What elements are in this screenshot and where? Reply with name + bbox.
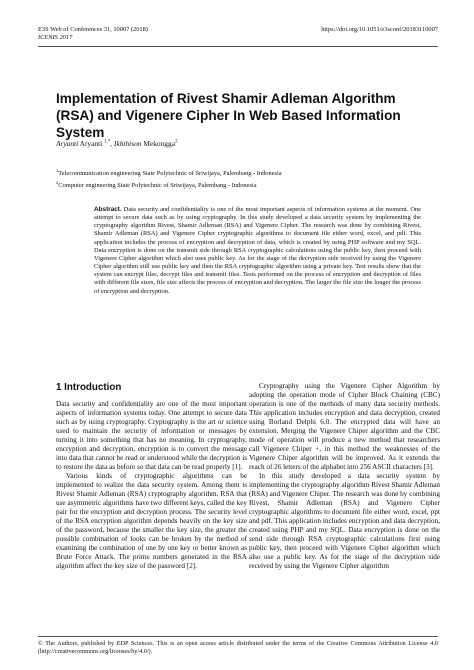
- author-separator: ,: [110, 139, 114, 148]
- abstract-text: Data security and confidentiality is one of the most important aspects of information systems at the moment. One attempt to secure data such as by using cryptography. In this study developed a data security system by implementing the cryptography algorithm Rivest, Shamir Adleman (RSA) and Vigenere Cipher. The research was done by combining Rivest, Shamir Adleman (RSA) and Vigenere Cipher cryptographic algorithms to document file either word, excel, and pdf. This application includes the process of encryption and decryption of data, which is created by using PHP software and my SQL. Data encryption is done on the transmit side through RSA cryptographic calculations using the public key, then proceed with Vigenere Cipher algorithm which also uses public key. As for the stage of the decryption side received by using the Vigenere Cipher algorithm still use public key and then the RSA cryptographic algorithm using a private key. Test results show that the system can encrypt files, decrypt files and transmit files. Tests performed on the process of encryption and decryption of files with different file sizes, file size affects the process of encryption and decryption. The larger the file size the longer the process of encryption and decryption.: [94, 206, 421, 295]
- abstract-label: Abstract.: [94, 206, 122, 213]
- left-column: [56, 382, 247, 571]
- footer-rule: [38, 636, 438, 637]
- doi-link[interactable]: https://doi.org/10.1051/e3sconf/20183110007: [321, 26, 438, 33]
- author-1-mark: 1,*: [104, 139, 111, 145]
- running-header: [38, 26, 148, 42]
- right-column: [249, 382, 440, 571]
- intro-paragraph-3: Cryptography using the Vigenere Cipher Algorithm by adopting the operation mode of Cipher Block Chaining (CBC) operation is one of the methods of many data security methods. This application includes encryption and data decryption, created using Borland Delphi 6.0. The encrypted data will have an extension. Merging the Vigenere Chiper algorithm and the CBC mode of operation will produce a new method that researchers call Vigenere Chiper +, in this method the weaknesses of the Vigenere Chiper algorithm will be improved. As it extends the reach of 26 letters of the alphabet into 256 ASCII characters [3].: [249, 382, 440, 471]
- header-rule: [38, 46, 438, 47]
- affiliation-1: [56, 167, 282, 179]
- license-footer: © The Authors, published by EDP Sciences. This is an open access article distributed under the terms of the Creative Commons Attribution License 4.0 (http://creativecommons.org/licenses/by/4.0/).: [38, 640, 438, 655]
- author-2-mark: 2: [174, 139, 178, 145]
- affiliation-2-text: Computer engineering State Polytechnic of Sriwijaya, Palembang - Indonesia: [58, 181, 257, 189]
- intro-paragraph-4: In this study developed a data security system by implementing the cryptography algorithm Rivest Shamir Adleman (RSA) and Vigenere Chiper. The research was done by combining Rivest, Shamir Adleman (RSA) and Vigenere Cipher cryptographic algorithms to document file either word, excel, ppt and pdf. This application includes encryption and data decryption, created using PHP and my SQL. Data encryption is done on the send side through RSA cryptographic calculations first using public key, then proceed with Vigenere Cipher algorithm which also use a public key. As for the stage of the decryption side received by using the Vigenere Cipher algorithm: [249, 472, 440, 570]
- section-heading: 1 Introduction: [56, 382, 122, 393]
- author-1-last: Aryanti: [78, 139, 105, 148]
- paper-title: Implementation of Rivest Shamir Adleman Algorithm (RSA) and Vigenere Cipher In Web Based Information System: [56, 91, 401, 140]
- intro-paragraph-2: Various kinds of cryptographic algorithms can be implemented to realize the data security system. Among them is Rivest Shamir Adleman (RSA) cryptography algorithm. RSA that use asymmetric algorithms have two different keys, called the key pair for the encryption and decryption process. The security level of the RSA encryption algorithm depends heavily on the key size of the password, because the smaller the key size, the greater the possible combination of looks can be broken by the method of examining the combination of one by one key or better known as Brute Force Attack. The prime numbers generated in the RSA algorithm affect the key size of the password [2].: [56, 472, 247, 570]
- conference-name: ICENIS 2017: [38, 34, 73, 42]
- affiliation-1-mark: 1: [56, 168, 59, 173]
- journal-line: E3S Web of Conferences 31, 10007 (2018): [38, 26, 148, 33]
- author-2-first: Ikhthison: [114, 139, 142, 148]
- affiliation-1-text: Telecommunication engineering State Polytechnic of Sriwijaya, Palembang - Indonesia: [58, 170, 282, 178]
- affiliation-2-mark: 2: [56, 179, 59, 185]
- author-list: [56, 139, 177, 148]
- author-2-last: Mekongga: [141, 139, 175, 148]
- affiliation-2: [56, 179, 282, 191]
- intro-paragraph-1: Data security and confidentiality are one of the most important aspects of information systems today. One attempt to secure data such as by using cryptography. Cryptography is the art or science used to maintain the security of information or messages by turning it into something that has no meaning. In cryptography, encryption and decryption, encryption is to convert the message into data that cannot be read or understood while the decryption is to restore the data as before so that data can be read properly [1].: [56, 400, 247, 471]
- author-1-first: Aryanti: [56, 139, 79, 148]
- abstract: [94, 206, 421, 296]
- affiliations: [56, 167, 282, 190]
